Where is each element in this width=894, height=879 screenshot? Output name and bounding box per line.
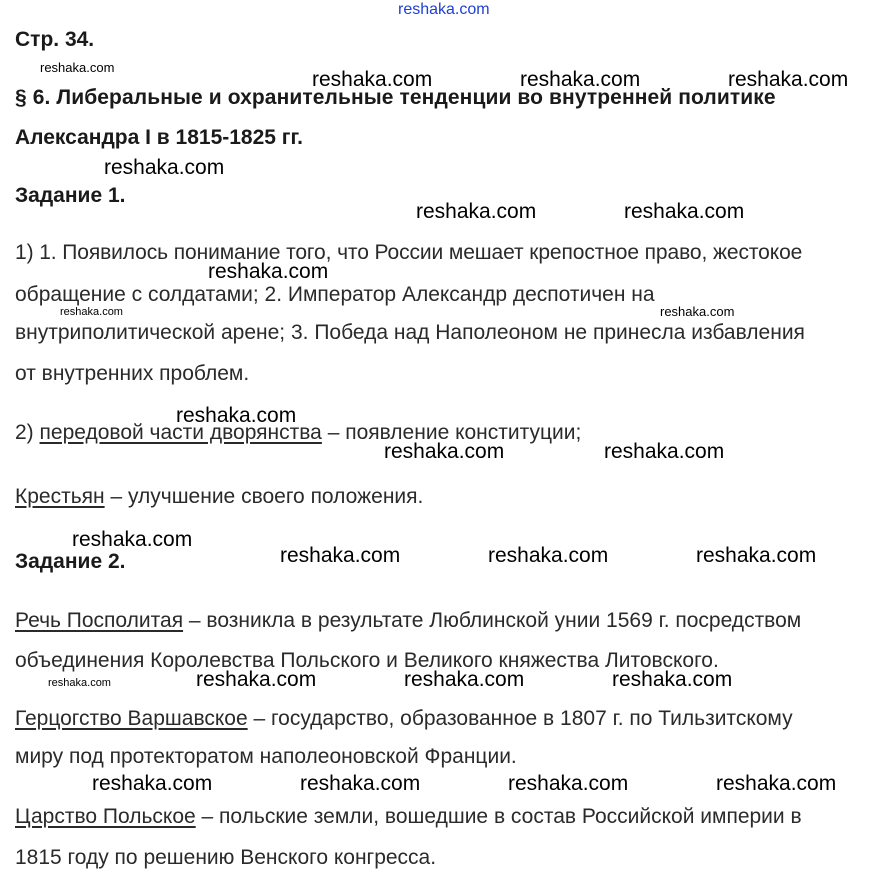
answer-prefix: 2) bbox=[15, 421, 40, 444]
watermark: reshaka.com bbox=[104, 156, 225, 179]
watermark: reshaka.com bbox=[508, 772, 629, 795]
watermark: reshaka.com bbox=[604, 440, 725, 463]
answer-text: – улучшение своего положения. bbox=[104, 485, 424, 508]
task1-answer-2 bbox=[15, 421, 581, 445]
section-title-continued: Александра I в 1815-1825 гг. bbox=[15, 126, 304, 149]
watermark: reshaka.com bbox=[612, 668, 733, 691]
task2-item-line bbox=[15, 609, 801, 633]
section-title: § 6. Либеральные и охранительные тенденции во внутренней политике bbox=[15, 86, 776, 109]
page-number: Стр. 34. bbox=[15, 28, 95, 51]
task2-title: Задание 2. bbox=[15, 550, 126, 573]
watermark: reshaka.com bbox=[520, 68, 641, 91]
task1-answer-line: 1) 1. Появилось понимание того, что России мешает крепостное право, жестокое bbox=[15, 241, 803, 264]
term-rzeczpospolita: Речь Посполитая bbox=[15, 609, 184, 632]
task1-title: Задание 1. bbox=[15, 184, 126, 207]
term-nobility: передовой части дворянства bbox=[39, 421, 322, 444]
watermark: reshaka.com bbox=[312, 68, 433, 91]
watermark: reshaka.com bbox=[696, 544, 817, 567]
task1-answer-line: обращение с солдатами; 2. Император Александр деспотичен на bbox=[15, 283, 655, 306]
task2-item-line: объединения Королевства Польского и Великого княжества Литовского. bbox=[15, 649, 719, 672]
task1-answer-3 bbox=[15, 485, 423, 509]
answer-text: – появление конституции; bbox=[321, 421, 582, 444]
watermark: reshaka.com bbox=[728, 68, 849, 91]
watermark: reshaka.com bbox=[404, 668, 525, 691]
watermark: reshaka.com bbox=[196, 668, 317, 691]
watermark-top: reshaka.com bbox=[398, 1, 490, 18]
watermark: reshaka.com bbox=[208, 260, 329, 283]
task1-answer-line: от внутренних проблем. bbox=[15, 362, 250, 385]
watermark: reshaka.com bbox=[624, 200, 745, 223]
task2-item-line bbox=[15, 707, 793, 731]
task1-answer-line: внутриполитической арене; 3. Победа над Наполеоном не принесла избавления bbox=[15, 321, 805, 344]
watermark: reshaka.com bbox=[92, 772, 213, 795]
term-peasants: Крестьян bbox=[15, 485, 105, 508]
definition-text: – возникла в результате Люблинской унии 1569 г. посредством bbox=[183, 609, 802, 632]
watermark: reshaka.com bbox=[384, 440, 505, 463]
watermark: reshaka.com bbox=[48, 677, 111, 689]
watermark: reshaka.com bbox=[72, 528, 193, 551]
watermark: reshaka.com bbox=[416, 200, 537, 223]
definition-text: – польские земли, вошедшие в состав Российской империи в bbox=[195, 805, 802, 828]
watermark: reshaka.com bbox=[716, 772, 837, 795]
watermark: reshaka.com bbox=[280, 544, 401, 567]
watermark: reshaka.com bbox=[660, 304, 735, 319]
task2-item-line: миру под протекторатом наполеоновской Франции. bbox=[15, 745, 517, 768]
definition-text: – государство, образованное в 1807 г. по Тильзитскому bbox=[247, 707, 793, 730]
watermark: reshaka.com bbox=[40, 60, 115, 75]
task2-item-line bbox=[15, 805, 802, 829]
watermark: reshaka.com bbox=[300, 772, 421, 795]
task2-item-line: 1815 году по решению Венского конгресса. bbox=[15, 846, 437, 869]
watermark: reshaka.com bbox=[488, 544, 609, 567]
watermark: reshaka.com bbox=[176, 404, 297, 427]
watermark: reshaka.com bbox=[60, 306, 123, 318]
term-duchy-of-warsaw: Герцогство Варшавское bbox=[15, 707, 248, 730]
term-kingdom-of-poland: Царство Польское bbox=[15, 805, 196, 828]
